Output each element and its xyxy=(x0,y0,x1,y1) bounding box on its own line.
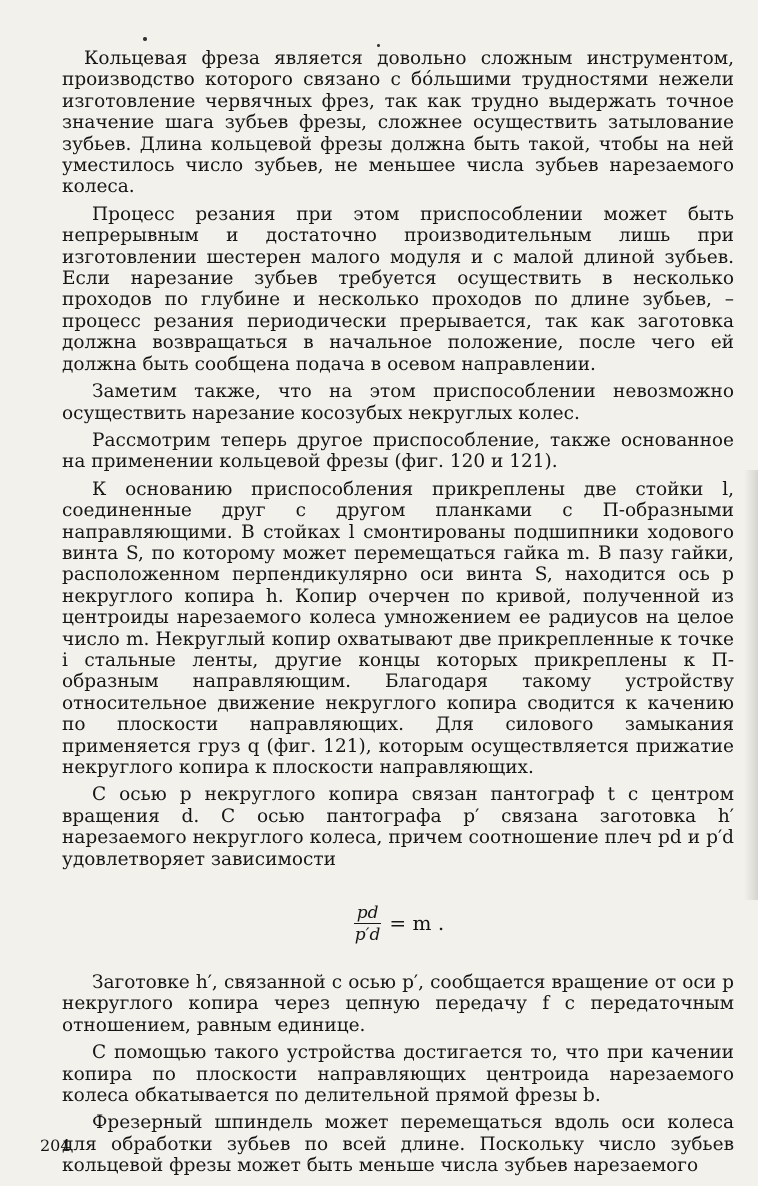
paragraph: Заметим также, что на этом приспособлении невозможно осуществить нарезание косозубых некруглых колес. xyxy=(62,381,734,424)
paragraph: Заготовке h′, связанной с осью p′, сообщается вращение от оси p некруглого копира через цепную передачу f с передаточным отношением, равным единице. xyxy=(62,972,734,1036)
paragraph: Процесс резания при этом приспособлении может быть непрерывным и достаточно производительным лишь при изготовлении шестерен малого модуля и с малой длиной зубьев. Если нарезание зубьев требуется осуществить в несколько проходов по глубине и несколько проходов по длине зубьев, – процесс резания периодически прерывается, так как заготовка должна возвращаться в начальное положение, после чего ей должна быть сообщена подача в осевом направлении. xyxy=(62,203,734,375)
body-text xyxy=(62,48,734,1183)
paragraph: Рассмотрим теперь другое приспособление, также основанное на применении кольцевой фрезы (фиг. 120 и 121). xyxy=(62,429,734,473)
paragraph: С помощью такого устройства достигается то, что при качении копира по плоскости направляющих центроида нарезаемого колеса обкатывается по делительной прямой фрезы b. xyxy=(62,1042,734,1107)
paragraph: С осью p некруглого копира связан пантограф t с центром вращения d. С осью пантографа p′ связана заготовка h′ нарезаемого некруглого колеса, причем соотношение плеч pd и p′d удовлетворяет зависимости xyxy=(62,784,734,870)
formula xyxy=(62,876,734,972)
page-number: 204 xyxy=(40,1136,71,1155)
formula-numerator: pd xyxy=(354,904,382,924)
paragraph: К основанию приспособления прикреплены две стойки l, соединенные друг с другом планками с П-образными направляющими. В стойках l смонтированы подшипники ходового винта S, по которому может перемещаться гайка m. В пазу гайки, расположенном перпендикулярно оси винта S, находится ось p некруглого копира h. Копир очерчен по кривой, полученной из центроиды нарезаемого колеса умножением ее радиусов на целое число m. Некруглый копир охватывают две прикрепленные к точке i стальные ленты, другие концы которых прикреплены к П-образным направляющим. Благодаря такому устройству относительное движение некруглого копира сводится к качению по плоскости направляющих. Для силового замыкания применяется груз q (фиг. 121), которым осуществляется прижатие некруглого копира к плоскости направляющих. xyxy=(62,478,734,778)
print-speck xyxy=(143,37,147,41)
formula-fraction xyxy=(352,904,384,944)
print-speck xyxy=(377,44,380,47)
formula-rhs: = m . xyxy=(389,911,445,936)
page-edge-shadow xyxy=(744,470,758,900)
paragraph: Фрезерный шпиндель может перемещаться вдоль оси колеса для обработки зубьев по всей длине. Поскольку число зубьев кольцевой фрезы может быть меньше числа зубьев нарезаемого xyxy=(62,1112,734,1177)
paragraph: Кольцевая фреза является довольно сложным инструментом, производство которого связано с бо́льшими трудностями нежели изготовление червячных фрез, так как трудно выдержать точное значение шага зубьев фрезы, сложнее осуществить затылование зубьев. Длина кольцевой фрезы должна быть такой, чтобы на ней уместилось число зубьев, не меньшее числа зубьев нарезаемого колеса. xyxy=(62,48,734,198)
formula-denominator: p′d xyxy=(354,925,381,946)
